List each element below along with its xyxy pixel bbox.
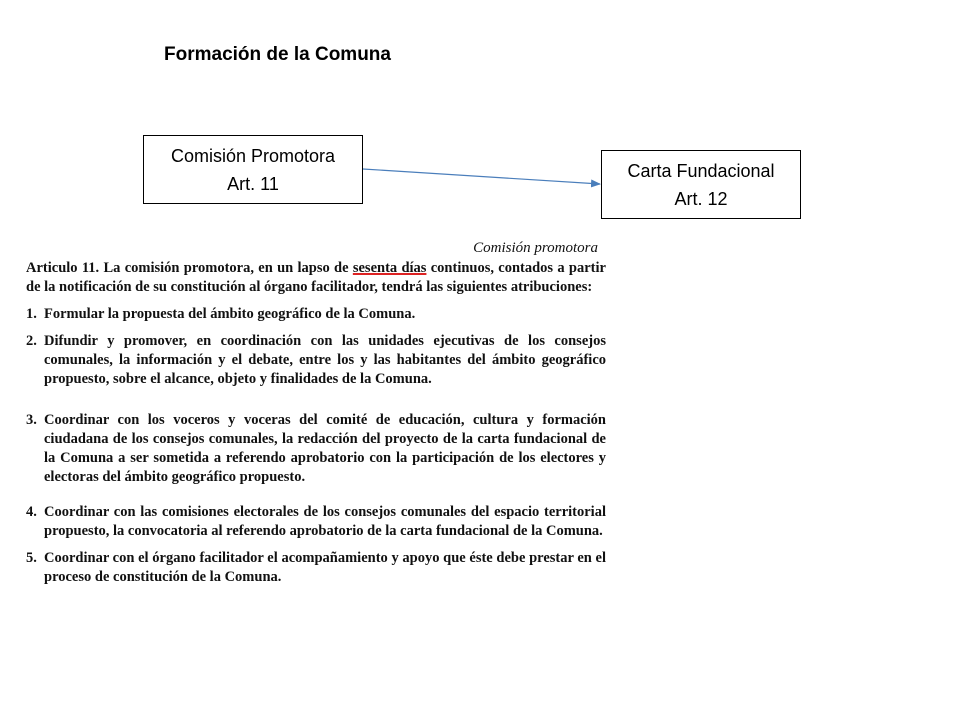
node-carta-fundacional [601,150,801,219]
diagram-title: Formación de la Comuna [164,44,391,65]
list-item-number: 3. [26,412,37,428]
arrow-line [363,169,600,184]
list-item-text: Coordinar con el órgano facilitador el acompañamiento y apoyo que éste debe prestar en el proceso de constitución de la Comuna. [44,550,606,585]
node-comision-promotora-article: Art. 11 [227,173,279,194]
flow-arrow [0,0,960,240]
excerpt-heading: Comisión promotora [473,240,598,256]
list-item-text: Coordinar con las comisiones electorales de los consejos comunales del espacio territorial propuesto, la convocatoria al referendo aprobatorio de la carta fundacional de la Comuna. [44,504,606,539]
list-item-text: Formular la propuesta del ámbito geográfico de la Comuna. [44,306,416,322]
list-item-number: 5. [26,550,37,566]
article-paragraph [26,259,606,297]
list-item-text: Coordinar con los voceros y voceras del comité de educación, cultura y formación ciudadana de los consejos comunales, la redacción del proyecto de la carta fundacional de la Comuna a ser sometida a referendo aprobatorio con la participación de los electores y electoras del ámbito geográfico propuesto. [44,412,606,485]
list-item-number: 4. [26,504,37,520]
list-item [26,305,606,324]
list-item [26,411,606,487]
node-carta-fundacional-article: Art. 12 [674,188,728,209]
list-item-number: 2. [26,333,37,349]
law-excerpt [16,240,606,595]
node-comision-promotora-name: Comisión Promotora [170,145,336,166]
list-item [26,503,606,541]
node-carta-fundacional-name: Carta Fundacional [627,160,775,181]
node-comision-promotora [143,135,363,204]
article-text-before: La comisión promotora, en un lapso de [99,260,353,276]
list-item [26,332,606,389]
article-lead: Articulo 11. [26,260,100,276]
article-text-after: continuos, contados a partir de la notificación de su constitución al órgano facilitador, tendrá las siguientes atribuciones: [26,260,606,295]
list-item [26,549,606,587]
list-item-text: Difundir y promover, en coordinación con las unidades ejecutivas de los consejos comunales, la información y el debate, entre los y las habitantes del ámbito geográfico propuesto, sobre el alcance, objeto y finalidades de la Comuna. [44,333,606,387]
article-highlight: sesenta días [352,260,427,276]
list-item-number: 1. [26,306,37,322]
